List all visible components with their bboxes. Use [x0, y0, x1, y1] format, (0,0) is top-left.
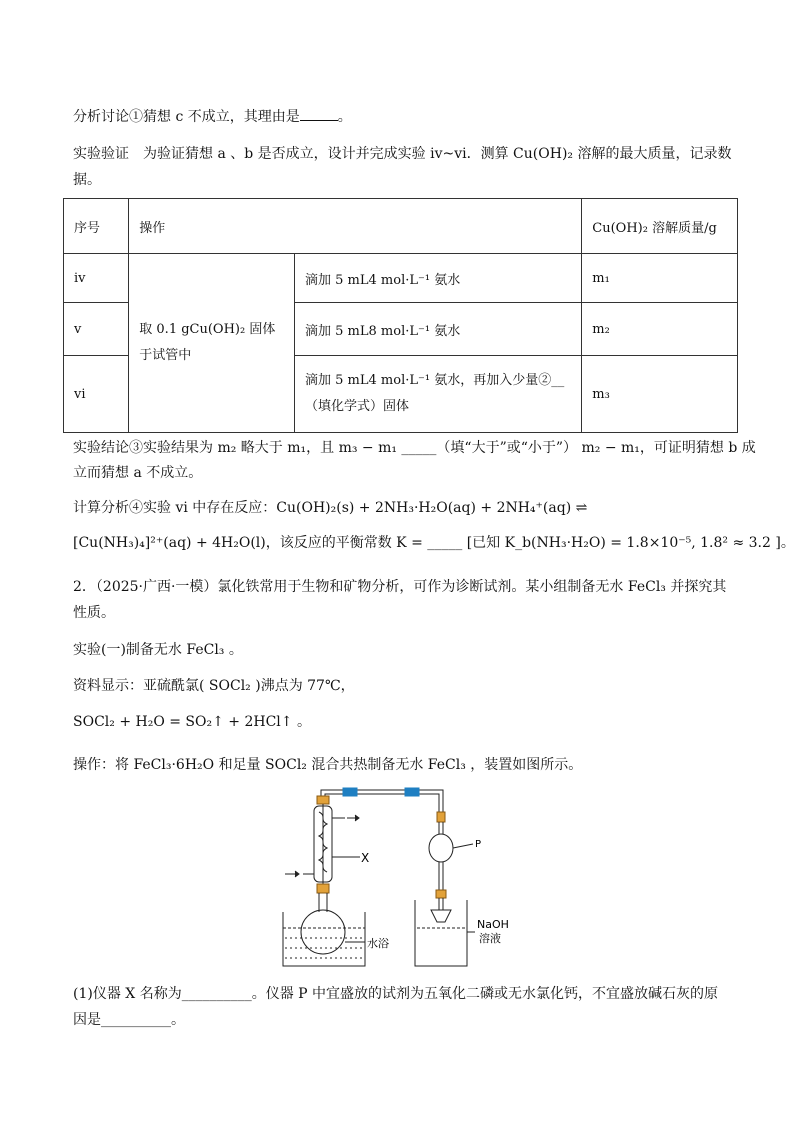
- answer-blank[interactable]: [300, 106, 338, 121]
- question1-line-1: (1)仪器 X 名称为__________。仪器 P 中宜盛放的试剂为五氧化二磷或无水氯化钙，不宜盛放碱石灰的原: [73, 986, 719, 1002]
- row-operation-line-1: 滴加 5 mL4 mol·L⁻¹ 氨水，再加入少量②__: [305, 373, 565, 388]
- table-header-row: [64, 199, 738, 254]
- exp1-heading: 实验(一)制备无水 FeCl₃ 。: [73, 642, 243, 658]
- apparatus-figure: [275, 782, 525, 970]
- row-operation-line-2: （填化学式）固体: [305, 399, 410, 414]
- calc-line-2: [Cu(NH₃)₄]²⁺(aq) + 4H₂O(l)，该反应的平衡常数 K = _____ [已知 K_b(NH₃·H₂O) = 1.8×10⁻⁵, 1.8² ≈ 3.2 ]。: [73, 535, 795, 551]
- header-operation: 操作: [129, 199, 582, 254]
- stopper: [317, 796, 329, 804]
- label-naoh: NaOH: [477, 918, 509, 931]
- discussion-end: 。: [337, 109, 352, 125]
- row-operation: 滴加 5 mL8 mol·L⁻¹ 氨水: [295, 303, 582, 356]
- verify-line-2: 据。: [73, 172, 101, 188]
- conclusion-line-2: 立而猜想 a 不成立。: [73, 465, 203, 481]
- q2-line-1: 2．（2025·广西·一模）氯化铁常用于生物和矿物分析，可作为诊断试剂。某小组制备无水 FeCl₃ 并探究其: [73, 579, 727, 595]
- conclusion-line-1: 实验结论③实验结果为 m₂ 略大于 m₁，且 m₃ − m₁ _____（填“大于”或“小于”） m₂ − m₁，可证明猜想 b 成: [73, 440, 756, 456]
- row-no: vi: [64, 356, 129, 433]
- rubber-joint: [405, 788, 419, 796]
- row-no: iv: [64, 254, 129, 303]
- calc-line-1: 计算分析④实验 vi 中存在反应：Cu(OH)₂(s) + 2NH₃·H₂O(aq) + 2NH₄⁺(aq) ⇌: [73, 500, 588, 516]
- operation-line: 操作：将 FeCl₃·6H₂O 和足量 SOCl₂ 混合共热制备无水 FeCl₃ ，装置如图所示。: [73, 757, 583, 773]
- label-solution: 溶液: [479, 932, 501, 945]
- drying-bulb-p: [429, 834, 453, 862]
- label-x: X: [361, 851, 370, 865]
- row-operation: 滴加 5 mL4 mol·L⁻¹ 氨水: [295, 254, 582, 303]
- row-mass: m₁: [582, 254, 738, 303]
- label-p: P: [475, 839, 482, 850]
- label-water-bath: 水浴: [367, 937, 389, 950]
- table-row: [64, 254, 738, 303]
- row-operation: [295, 356, 582, 433]
- row-mass: m₂: [582, 303, 738, 356]
- row-mass: m₃: [582, 356, 738, 433]
- connecting-tube: [321, 790, 443, 812]
- rubber-joint: [343, 788, 357, 796]
- q2-line-2: 性质。: [73, 605, 115, 621]
- round-flask: [301, 910, 345, 954]
- header-no: 序号: [64, 199, 129, 254]
- shared-operation: 取 0.1 gCu(OH)₂ 固体于试管中: [129, 254, 295, 433]
- discussion-line: [73, 106, 740, 127]
- discussion-text: 分析讨论①猜想 c 不成立，其理由是: [73, 109, 300, 125]
- info-line-2: SOCl₂ + H₂O = SO₂↑ + 2HCl↑ 。: [73, 714, 311, 730]
- verify-line-1: 实验验证 为验证猜想 a 、b 是否成立，设计并完成实验 iv~vi．测算 Cu(OH)₂ 溶解的最大质量，记录数: [73, 146, 732, 162]
- inverted-funnel: [431, 910, 451, 922]
- question1-line-2: 因是__________。: [73, 1012, 185, 1028]
- experiment-table: [63, 198, 738, 433]
- row-no: v: [64, 303, 129, 356]
- info-line-1: 资料显示：亚硫酰氯( SOCl₂ )沸点为 77℃，: [73, 678, 355, 694]
- header-mass: Cu(OH)₂ 溶解质量/g: [582, 199, 738, 254]
